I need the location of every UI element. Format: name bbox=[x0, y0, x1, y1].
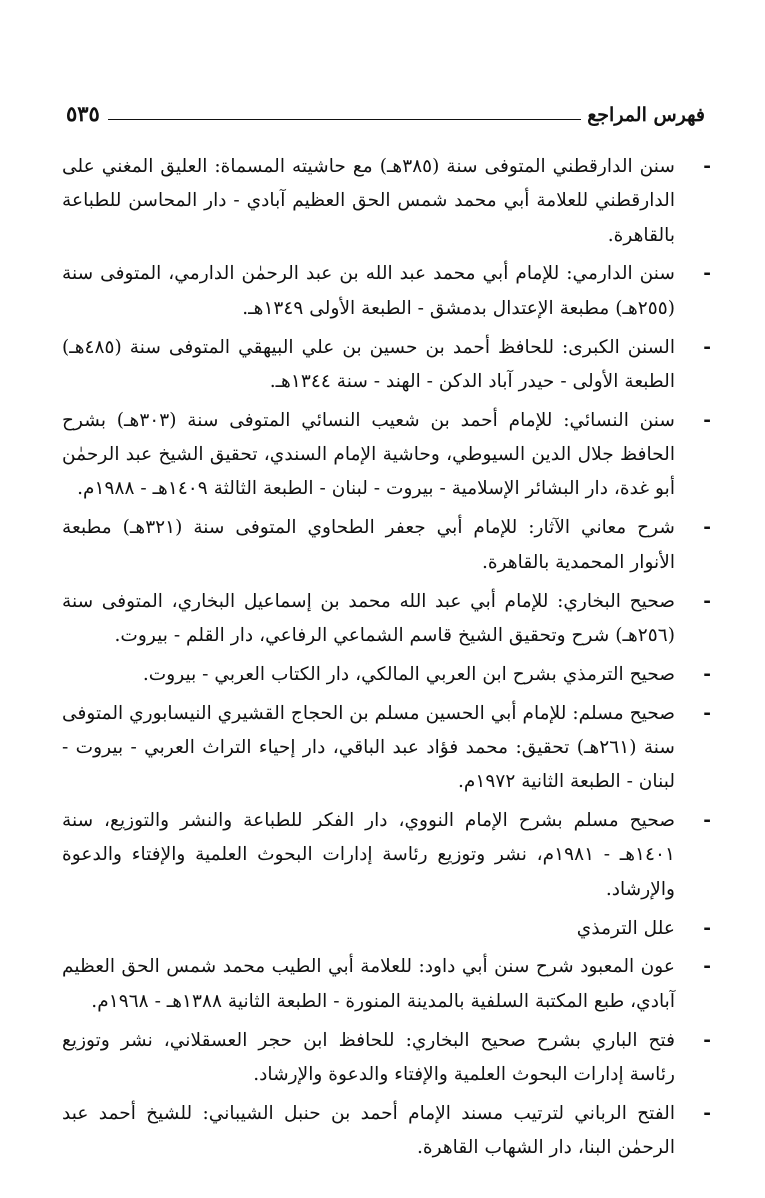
reference-entry-3 bbox=[62, 331, 713, 400]
reference-entry-2 bbox=[62, 257, 713, 326]
reference-entry-7 bbox=[62, 658, 713, 692]
list-dash: - bbox=[703, 810, 711, 832]
reference-entry-13 bbox=[62, 1097, 713, 1166]
list-dash: - bbox=[703, 956, 711, 978]
reference-text: الفتح الرباني لترتيب مسند الإمام أحمد بن حنبل الشيباني: للشيخ أحمد عبد الرحمٰن البنا، دار الشهاب القاهرة. bbox=[62, 1102, 675, 1159]
running-title: فهرس المراجع bbox=[587, 104, 705, 126]
reference-entry-5 bbox=[62, 511, 713, 580]
reference-text: فتح الباري بشرح صحيح البخاري: للحافظ ابن حجر العسقلاني، نشر وتوزيع رئاسة إدارات البحوث العلمية والإفتاء والدعوة والإرشاد. bbox=[62, 1029, 675, 1085]
reference-text: سنن النسائي: للإمام أحمد بن شعيب النسائي المتوفى سنة (٣٠٣هـ) بشرح الحافظ جلال الدين السيوطي، وحاشية الإمام السندي، تحقيق الشيخ عبد الرحمٰن أبو غدة، دار البشائر الإسلامية - بيروت - لبنان - الطبعة الثالثة ١٤٠٩هـ - ١٩٨٨م. bbox=[62, 409, 675, 500]
reference-text: صحيح البخاري: للإمام أبي عبد الله محمد بن إسماعيل البخاري، المتوفى سنة (٢٥٦هـ) شرح وتحقيق الشيخ قاسم الشماعي الرفاعي، دار القلم - بيروت. bbox=[62, 590, 675, 646]
list-dash: - bbox=[703, 590, 711, 612]
reference-entry-4 bbox=[62, 404, 713, 507]
header-rule bbox=[108, 119, 581, 120]
page-number: ٥٣٥ bbox=[66, 101, 100, 126]
reference-text: صحيح مسلم بشرح الإمام النووي، دار الفكر للطباعة والنشر والتوزيع، سنة ١٤٠١هـ - ١٩٨١م، نشر وتوزيع رئاسة إدارات البحوث العلمية والإفتاء والدعوة والإرشاد. bbox=[62, 810, 675, 900]
reference-text: سنن الدارقطني المتوفى سنة (٣٨٥هـ) مع حاشيته المسماة: العليق المغني على الدارقطني للعلامة أبي محمد شمس الحق العظيم آبادي - دار المحاسن للطباعة بالقاهرة. bbox=[62, 156, 675, 246]
list-dash: - bbox=[703, 156, 711, 177]
reference-text: شرح معاني الآثار: للإمام أبي جعفر الطحاوي المتوفى سنة (٣٢١هـ) مطبعة الأنوار المحمدية بالقاهرة. bbox=[62, 517, 676, 573]
list-dash: - bbox=[703, 409, 711, 431]
list-dash: - bbox=[703, 917, 711, 939]
reference-entry-9 bbox=[62, 804, 713, 907]
list-dash: - bbox=[703, 702, 711, 724]
reference-text: السنن الكبرى: للحافظ أحمد بن حسين بن علي البيهقي المتوفى سنة (٤٨٥هـ) الطبعة الأولى - حيدر آباد الدكن - الهند - سنة ١٣٤٤هـ. bbox=[62, 336, 675, 392]
reference-entry-6 bbox=[62, 585, 713, 654]
reference-entry-8 bbox=[62, 697, 713, 800]
reference-entry-1 bbox=[62, 150, 713, 253]
reference-entry-11 bbox=[62, 950, 713, 1019]
reference-list bbox=[62, 150, 713, 1170]
list-dash: - bbox=[703, 336, 711, 358]
reference-text: سنن الدارمي: للإمام أبي محمد عبد الله بن عبد الرحمٰن الدارمي، المتوفى سنة (٢٥٥هـ) مطبعة الإعتدال بدمشق - الطبعة الأولى ١٣٤٩هـ. bbox=[62, 263, 675, 319]
list-dash: - bbox=[703, 1102, 711, 1124]
reference-entry-12 bbox=[62, 1024, 713, 1093]
reference-text: علل الترمذي bbox=[576, 917, 675, 939]
reference-text: عون المعبود شرح سنن أبي داود: للعلامة أبي الطيب محمد شمس الحق العظيم آبادي، طبع المكتبة السلفية بالمدينة المنورة - الطبعة الثانية ١٣٨٨هـ - ١٩٦٨م. bbox=[62, 956, 675, 1012]
list-dash: - bbox=[703, 663, 711, 685]
reference-text: صحيح مسلم: للإمام أبي الحسين مسلم بن الحجاج القشيري النيسابوري المتوفى سنة (٢٦١هـ) تحقيق: محمد فؤاد عبد الباقي، دار إحياء التراث العربي - بيروت - لبنان - الطبعة الثانية ١٩٧٢م. bbox=[62, 702, 675, 793]
reference-text: صحيح الترمذي بشرح ابن العربي المالكي، دار الكتاب العربي - بيروت. bbox=[142, 663, 675, 685]
list-dash: - bbox=[703, 263, 711, 285]
page-header bbox=[66, 92, 705, 126]
list-dash: - bbox=[703, 517, 711, 539]
reference-entry-10 bbox=[62, 912, 713, 946]
list-dash: - bbox=[703, 1029, 711, 1051]
